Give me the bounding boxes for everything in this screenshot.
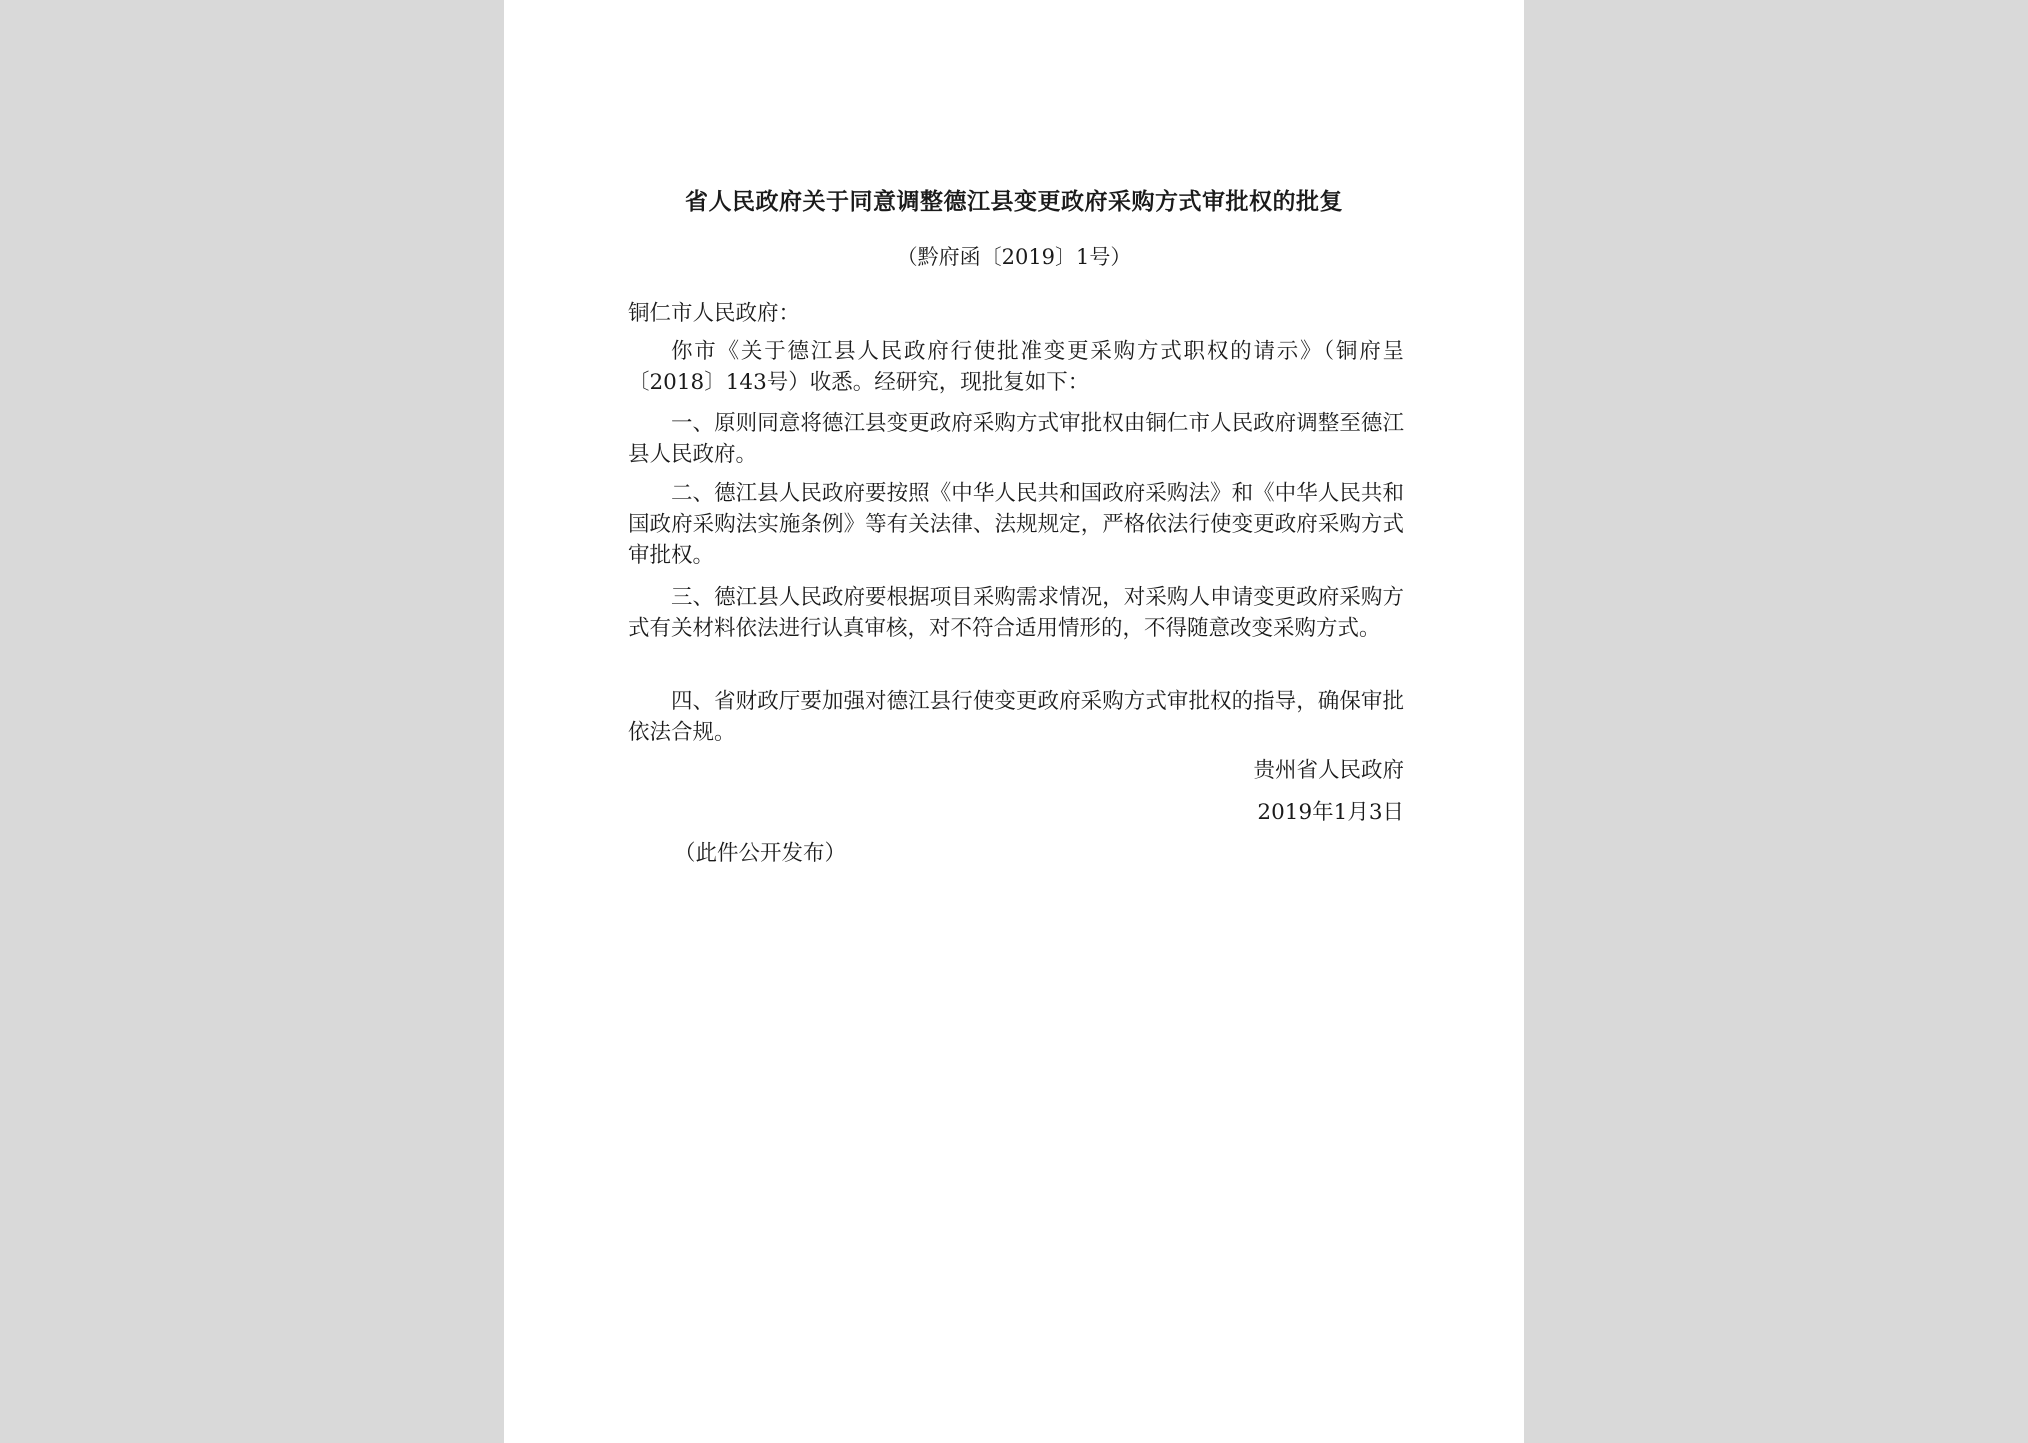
- paragraph-item-4: 四、省财政厅要加强对德江县行使变更政府采购方式审批权的指导，确保审批依法合规。: [628, 689, 1404, 745]
- salutation-text: 铜仁市人民政府：: [628, 301, 801, 326]
- paragraph-item-2: 二、德江县人民政府要按照《中华人民共和国政府采购法》和《中华人民共和国政府采购法实施条例》等有关法律、法规规定，严格依法行使变更政府采购方式审批权。: [628, 481, 1404, 568]
- issue-date: 2019年1月3日: [1257, 800, 1404, 825]
- paragraph-item-3: 三、德江县人民政府要根据项目采购需求情况，对采购人申请变更政府采购方式有关材料依法进行认真审核，对不符合适用情形的，不得随意改变采购方式。: [628, 585, 1404, 641]
- document-number: （黔府函〔2019〕1号）: [896, 245, 1132, 269]
- publication-note: （此件公开发布）: [674, 841, 847, 866]
- paragraph-item-1: 一、原则同意将德江县变更政府采购方式审批权由铜仁市人民政府调整至德江县人民政府。: [628, 411, 1404, 467]
- paragraph-intro: 你市《关于德江县人民政府行使批准变更采购方式职权的请示》（铜府呈〔2018〕143号）收悉。经研究，现批复如下：: [628, 339, 1404, 395]
- document-body: [628, 0, 1404, 800]
- document-page: [504, 0, 1524, 1443]
- document-title: 省人民政府关于同意调整德江县变更政府采购方式审批权的批复: [685, 188, 1343, 215]
- issuer-signature: 贵州省人民政府: [1253, 758, 1404, 783]
